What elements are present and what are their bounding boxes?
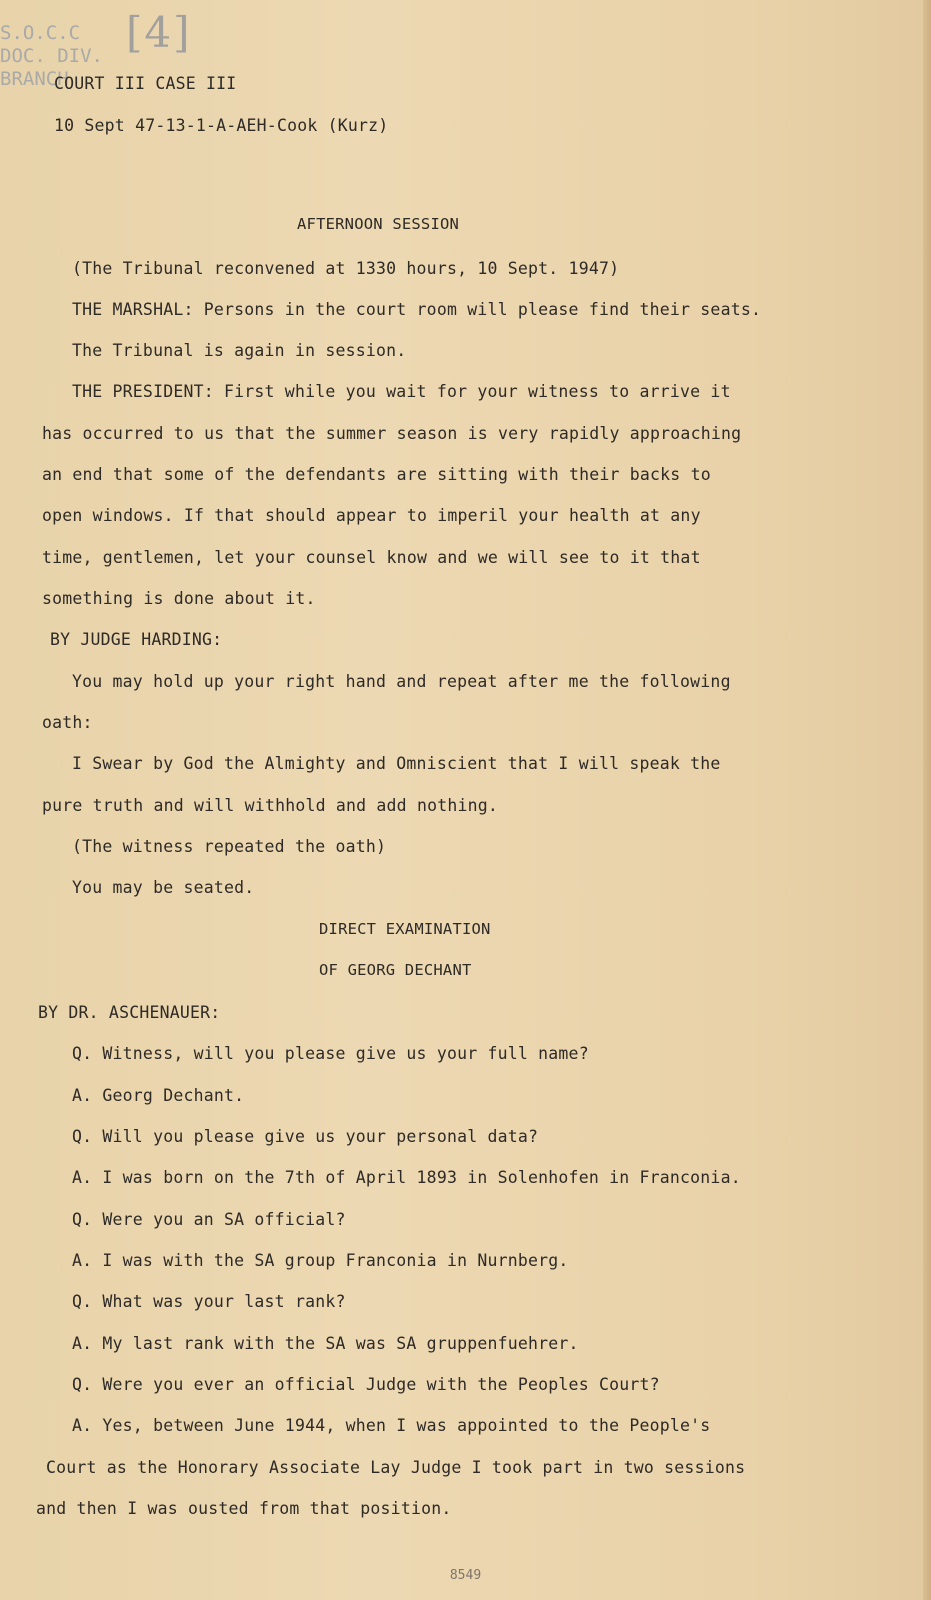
text-line: oath: [42, 713, 93, 732]
text-line: THE PRESIDENT: First while you wait for your witness to arrive it [72, 382, 731, 401]
stamp-line: S.O.C.C [0, 22, 81, 44]
text-line: and then I was ousted from that position. [36, 1499, 452, 1518]
handwritten-mark: [4] [126, 8, 192, 57]
text-line: (The witness repeated the oath) [72, 837, 387, 856]
text-line: time, gentlemen, let your counsel know and we will see to it that [42, 548, 701, 567]
text-line: The Tribunal is again in session. [72, 341, 407, 360]
court-case-header: COURT III CASE III [54, 74, 237, 93]
question-line: Q. Will you please give us your personal data? [72, 1127, 539, 1146]
section-subtitle: OF GEORG DECHANT [319, 961, 472, 979]
examiner-heading: BY DR. ASCHENAUER: [38, 1003, 221, 1022]
stamp-line: BRANCH [0, 68, 69, 90]
question-line: Q. Were you an SA official? [72, 1210, 346, 1229]
answer-line: A. I was born on the 7th of April 1893 in Solenhofen in Franconia. [72, 1168, 741, 1187]
session-title: AFTERNOON SESSION [297, 215, 460, 233]
text-line: You may be seated. [72, 878, 255, 897]
question-line: Q. Were you ever an official Judge with the Peoples Court? [72, 1375, 660, 1394]
text-line: has occurred to us that the summer season is very rapidly approaching [42, 424, 742, 443]
text-line: (The Tribunal reconvened at 1330 hours, 10 Sept. 1947) [72, 259, 620, 278]
text-line: pure truth and will withhold and add nothing. [42, 796, 499, 815]
stamp-line: DOC. DIV. [0, 45, 103, 67]
document-reference: 10 Sept 47-13-1-A-AEH-Cook (Kurz) [54, 116, 389, 135]
page-edge [923, 0, 931, 1600]
examiner-heading: BY JUDGE HARDING: [50, 630, 223, 649]
text-line: an end that some of the defendants are sitting with their backs to [42, 465, 711, 484]
page-number: 8549 [449, 1568, 482, 1583]
answer-line: A. My last rank with the SA was SA gruppenfuehrer. [72, 1334, 579, 1353]
text-line: THE MARSHAL: Persons in the court room will please find their seats. [72, 300, 762, 319]
question-line: Q. What was your last rank? [72, 1292, 346, 1311]
answer-line: A. Yes, between June 1944, when I was appointed to the People's [72, 1416, 711, 1435]
text-line: Court as the Honorary Associate Lay Judge I took part in two sessions [46, 1458, 746, 1477]
text-line: open windows. If that should appear to imperil your health at any [42, 506, 701, 525]
section-title: DIRECT EXAMINATION [319, 920, 491, 938]
question-line: Q. Witness, will you please give us your full name? [72, 1044, 589, 1063]
text-line: something is done about it. [42, 589, 316, 608]
answer-line: A. Georg Dechant. [72, 1086, 245, 1105]
text-line: I Swear by God the Almighty and Omniscient that I will speak the [72, 754, 721, 773]
answer-line: A. I was with the SA group Franconia in Nurnberg. [72, 1251, 569, 1270]
text-line: You may hold up your right hand and repeat after me the following [72, 672, 731, 691]
